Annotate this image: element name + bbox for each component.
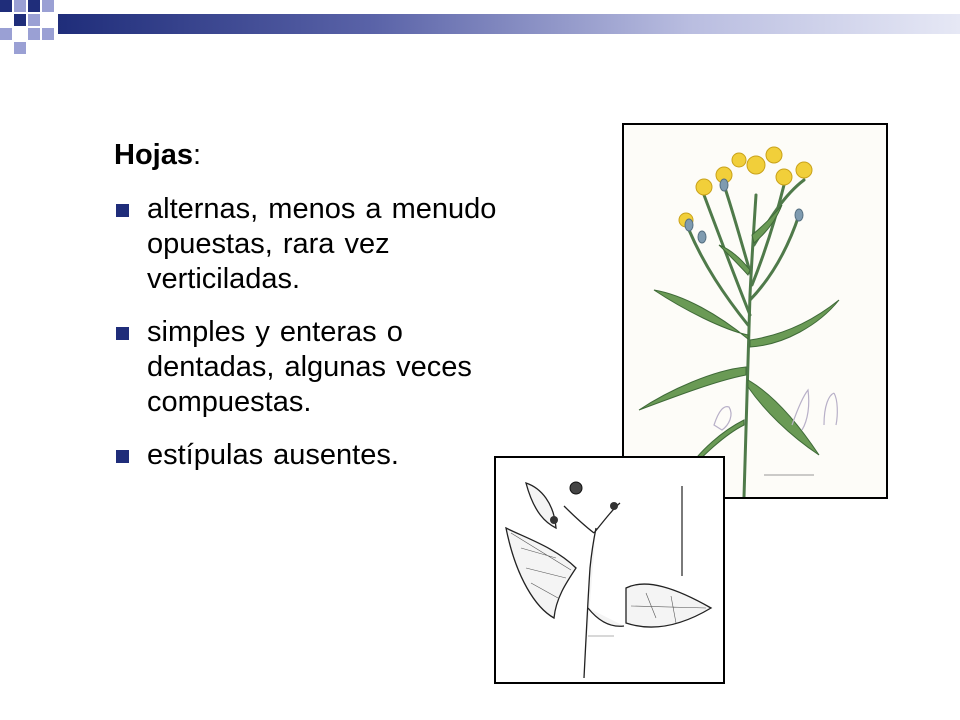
- yellow-flowered-plant-icon: [624, 125, 886, 497]
- bullet-item: [114, 438, 514, 473]
- bullet-item: [114, 315, 514, 420]
- header-decoration: [0, 0, 960, 60]
- bullet-text: simples y enteras o dentadas, algunas veces compuestas.: [147, 316, 472, 418]
- bullet-list: [114, 192, 514, 491]
- leafy-branch-icon: [496, 458, 723, 682]
- plant-illustration-image: [622, 123, 888, 499]
- title-bold: Hojas: [114, 139, 193, 171]
- square-bullet-icon: [116, 204, 129, 217]
- square-bullet-icon: [116, 327, 129, 340]
- branch-drawing-image: [494, 456, 725, 684]
- slide-title: [114, 137, 201, 173]
- bullet-item: [114, 192, 514, 297]
- bullet-text: alternas, menos a menudo opuestas, rara vez verticiladas.: [147, 193, 497, 295]
- title-suffix: :: [192, 139, 202, 171]
- bullet-text: estípulas ausentes.: [147, 439, 399, 471]
- square-bullet-icon: [116, 450, 129, 463]
